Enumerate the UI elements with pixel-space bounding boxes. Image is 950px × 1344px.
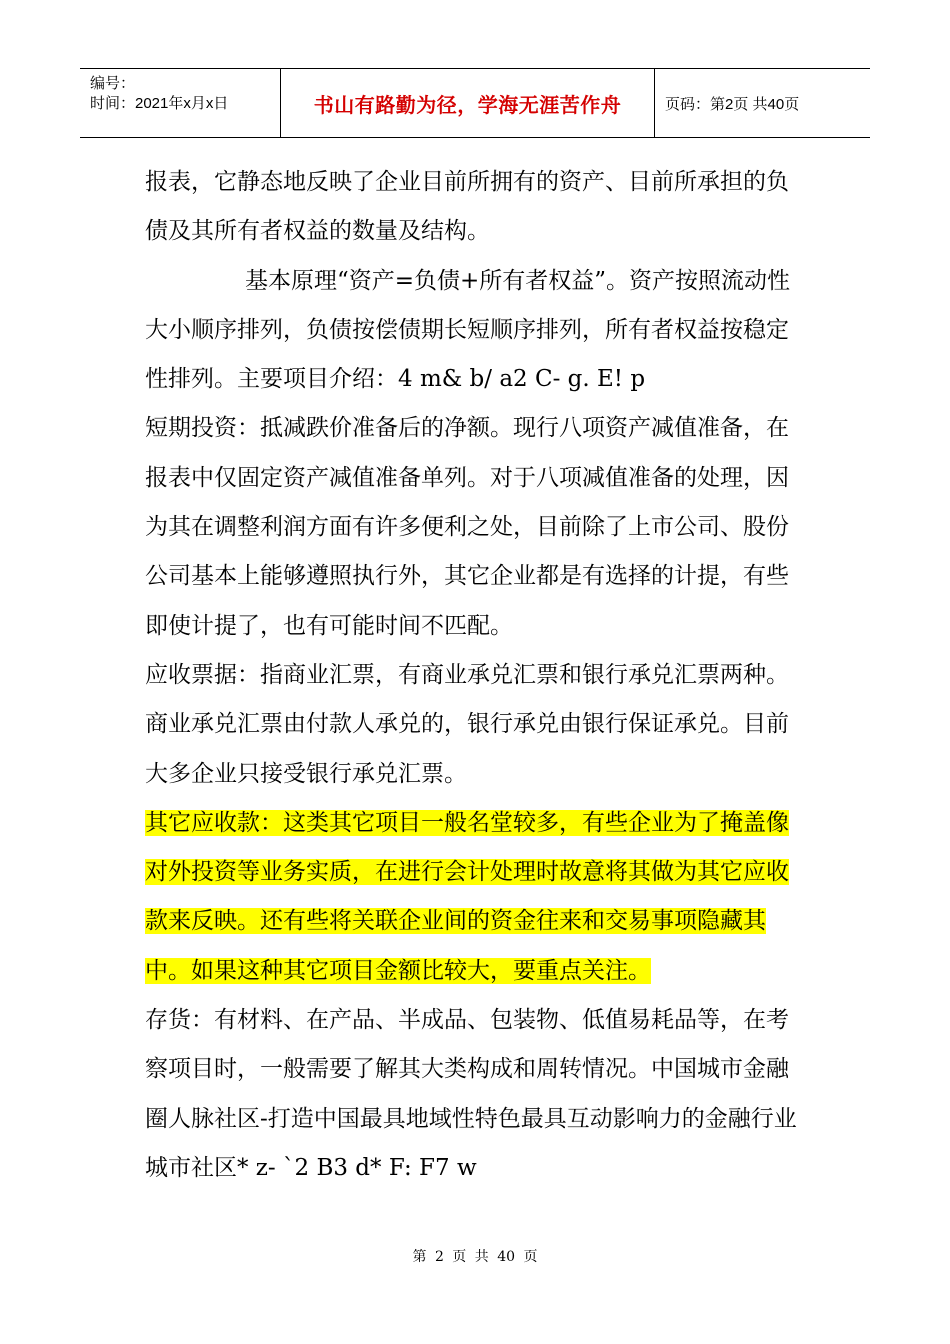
header-meta	[80, 69, 281, 137]
page-footer: 第 2 页 共 40 页	[412, 1249, 538, 1265]
paragraph-inventory: 存货：有材料、在产品、半成品、包装物、低值易耗品等，在考察项目时，一般需要了解其大类构成和周转情况。中国城市金融圈人脉社区-打造中国最具地域性特色最具互动影响力的金融行业城市社区* z- `2 B3 d* F: F7 w	[145, 1007, 797, 1181]
paragraph-short-term-investment: 短期投资：抵减跌价准备后的净额。现行八项资产减值准备，在报表中仅固定资产减值准备单列。对于八项减值准备的处理，因为其在调整利润方面有许多便利之处，目前除了上市公司、股份公司基本上能够遵照执行外，其它企业都是有选择的计提，有些即使计提了，也有可能时间不匹配。	[145, 415, 789, 639]
paragraph-other-receivables	[145, 799, 805, 996]
header-page-label: 页码：第2页 共40页	[665, 95, 800, 113]
paragraph-intro: 报表，它静态地反映了企业目前所拥有的资产、目前所承担的负债及其所有者权益的数量及结构。	[145, 169, 789, 245]
document-header	[80, 68, 870, 138]
header-motto: 书山有路勤为径，学海无涯苦作舟	[281, 69, 655, 137]
document-body	[145, 158, 805, 1193]
paragraph-principle: 基本原理“资产=负债+所有者权益”。资产按照流动性大小顺序排列，负债按偿债期长短顺序排列，所有者权益按稳定性排列。主要项目介绍：4 m& b/ a2 C- g. E! p	[145, 267, 791, 393]
paragraph-notes-receivable: 应收票据：指商业汇票，有商业承兑汇票和银行承兑汇票两种。商业承兑汇票由付款人承兑的，银行承兑由银行保证承兑。目前大多企业只接受银行承兑汇票。	[145, 661, 789, 787]
document-number-label: 编号：	[90, 75, 136, 92]
document-date-label: 时间：2021年x月x日	[90, 95, 229, 112]
highlighted-text: 其它应收款：这类其它项目一般名堂较多，有些企业为了掩盖像对外投资等业务实质，在进行会计处理时故意将其做为其它应收款来反映。还有些将关联企业间的资金往来和交易事项隐藏其中。如果这种其它项目金额比较大，要重点关注。	[145, 809, 789, 984]
